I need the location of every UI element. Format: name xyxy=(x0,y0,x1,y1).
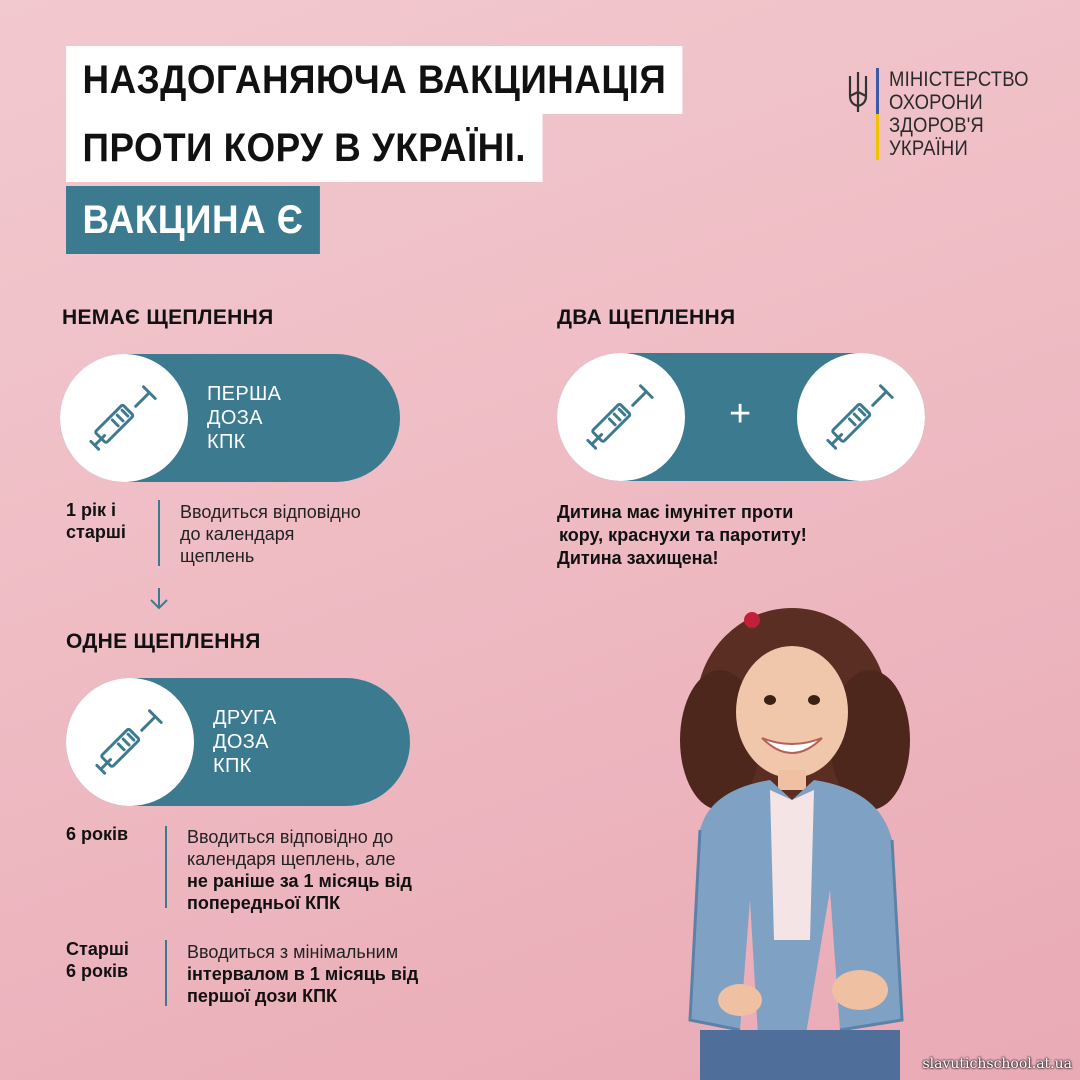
divider-line xyxy=(158,500,160,566)
arrow-down-icon xyxy=(147,586,171,612)
syringe-icon xyxy=(822,378,900,456)
title-line-3-badge: ВАКЦИНА Є xyxy=(66,186,320,254)
syringe-icon xyxy=(85,379,163,457)
trident-icon xyxy=(846,70,870,114)
desc-3-line-1: Вводиться з мінімальним xyxy=(187,942,399,962)
syringe-icon xyxy=(582,378,660,456)
syringe-icon xyxy=(91,703,169,781)
age-3-line-2: 6 років xyxy=(66,961,129,981)
second-dose-label-3: КПК xyxy=(213,755,252,777)
desc-2-line-3: не раніше за 1 місяць від xyxy=(187,871,412,891)
desc-2-line-4: попередньої КПК xyxy=(187,893,341,913)
title-line-2: ПРОТИ КОРУ В УКРАЇНІ. xyxy=(66,114,543,182)
first-dose-label-3: КПК xyxy=(207,431,246,453)
age-3-line-1: Старші xyxy=(66,939,129,959)
desc-2-line-1: Вводиться відповідно до xyxy=(187,827,394,847)
no-vaccination-heading: НЕМАЄ ЩЕПЛЕННЯ xyxy=(62,306,274,329)
desc-1-line-2: до календаря xyxy=(180,524,295,544)
ministry-line-3: ЗДОРОВ'Я xyxy=(889,114,984,137)
title-line-1: НАЗДОГАНЯЮЧА ВАКЦИНАЦІЯ xyxy=(66,46,683,114)
dose-circle-2 xyxy=(797,353,925,481)
age-1-line-1: 1 рік і xyxy=(66,500,117,520)
desc-1-line-1: Вводиться відповідно xyxy=(180,502,361,522)
desc-2-line-2: календаря щеплень, але xyxy=(187,849,396,869)
ministry-line-4: УКРАЇНИ xyxy=(889,137,968,160)
first-dose-circle xyxy=(60,354,188,482)
result-line-1: Дитина має імунітет проти xyxy=(557,502,794,522)
second-dose-label-2: ДОЗА xyxy=(213,731,269,753)
first-dose-label-2: ДОЗА xyxy=(207,407,263,429)
dose-circle-1 xyxy=(557,353,685,481)
result-line-3: Дитина захищена! xyxy=(557,548,719,568)
second-dose-label-1: ДРУГА xyxy=(213,707,277,729)
age-2: 6 років xyxy=(66,824,129,844)
child-photo xyxy=(680,600,920,1080)
age-1-line-2: старші xyxy=(66,522,126,542)
watermark: slavutichschool.at.ua xyxy=(922,1056,1072,1072)
flag-bar xyxy=(876,68,879,160)
two-vaccinations-heading: ДВА ЩЕПЛЕННЯ xyxy=(557,306,736,329)
ministry-line-2: ОХОРОНИ xyxy=(889,91,983,114)
desc-3-line-3: першої дози КПК xyxy=(187,986,338,1006)
desc-1-line-3: щеплень xyxy=(180,546,255,566)
second-dose-circle xyxy=(66,678,194,806)
first-dose-label-1: ПЕРША xyxy=(207,383,282,405)
divider-line xyxy=(165,826,167,908)
desc-3-line-2: інтервалом в 1 місяць від xyxy=(187,964,419,984)
ministry-line-1: МІНІСТЕРСТВО xyxy=(889,68,1029,91)
result-line-2: кору, краснухи та паротиту! xyxy=(559,525,807,545)
plus-sign: + xyxy=(729,393,752,435)
ministry-logo xyxy=(846,68,1048,160)
divider-line xyxy=(165,940,167,1006)
one-vaccination-heading: ОДНЕ ЩЕПЛЕННЯ xyxy=(66,630,261,653)
